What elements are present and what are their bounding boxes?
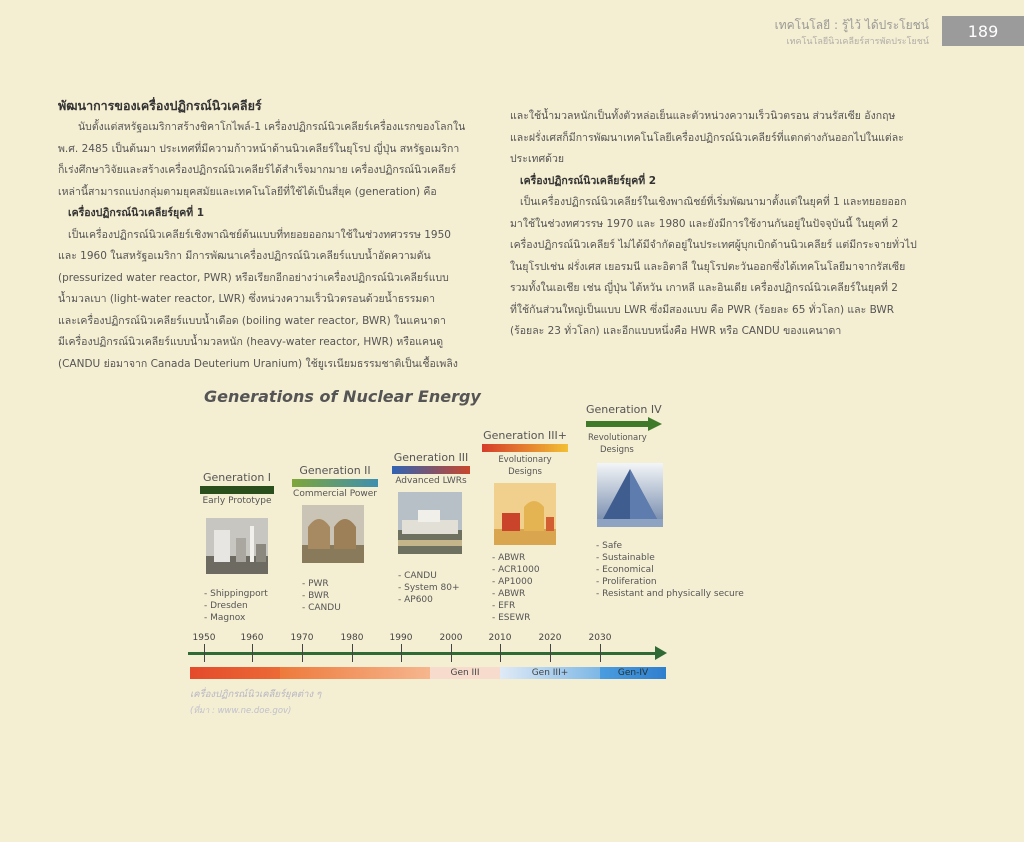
- year-label: 1960: [240, 633, 264, 643]
- subheading-gen1: เครื่องปฏิกรณ์นิวเคลียร์ยุคที่ 1: [68, 207, 205, 219]
- gen4-example: - Economical: [596, 565, 654, 575]
- paragraph-line: นับตั้งแต่สหรัฐอเมริกาสร้างชิคาโกไพล์-1 เครื่องปฏิกรณ์นิวเคลียร์เครื่องแรกของโลกใน: [78, 121, 466, 133]
- gen2-label: Generation II: [299, 464, 371, 477]
- gen3-desc: Advanced LWRs: [395, 476, 467, 486]
- gen2-bar: [292, 479, 378, 487]
- subheading-gen2: เครื่องปฏิกรณ์นิวเคลียร์ยุคที่ 2: [520, 174, 657, 187]
- timeline-line: [188, 652, 658, 655]
- timeline-tick: [451, 644, 452, 662]
- gen3p-example: - ACR1000: [492, 565, 540, 575]
- paragraph-line: เหล่านี้สามารถแบ่งกลุ่มตามยุคสมัยและเทคโนโลยีที่ใช้ได้เป็นสี่ยุค (generation) คือ: [58, 185, 437, 198]
- running-header-title: เทคโนโลยี : รู้ไว้ ได้ประโยชน์: [774, 18, 929, 32]
- gen1-desc: Early Prototype: [202, 496, 272, 506]
- gen3-example: - AP600: [398, 595, 433, 605]
- gen3p-label: Generation III+: [483, 429, 567, 442]
- gen2-span-bar: [280, 667, 430, 679]
- year-label: 2000: [439, 633, 463, 643]
- gen3p-bar: [482, 444, 568, 452]
- gen1-span-bar: [190, 667, 280, 679]
- year-label: 1980: [340, 633, 364, 643]
- year-label: 1970: [290, 633, 314, 643]
- gen4-example: - Resistant and physically secure: [596, 589, 744, 599]
- paragraph-line: (pressurized water reactor, PWR) หรือเรียกอีกอย่างว่าเครื่องปฏิกรณ์นิวเคลียร์แบบ: [58, 271, 449, 284]
- gen2-examples: [302, 578, 341, 614]
- gen3p-example: - AP1000: [492, 577, 533, 587]
- paragraph-line: ก็เร่งศึกษาวิจัยและสร้างเครื่องปฏิกรณ์นิวเคลียร์ได้สำเร็จมากมาย เครื่องปฏิกรณ์นิวเคลียร์: [58, 164, 457, 176]
- year-label: 1950: [192, 633, 216, 643]
- gen4-span-label: Gen-IV: [617, 668, 649, 678]
- gen3p-examples: [492, 552, 540, 624]
- paragraph-line: พ.ศ. 2485 เป็นต้นมา ประเทศที่มีความก้าวหน้าด้านนิวเคลียร์ในยุโรป ญี่ปุ่น สหรัฐอเมริกา: [58, 142, 460, 155]
- paragraph-line: และฝรั่งเศสก็มีการพัฒนาเทคโนโลยีเครื่องปฏิกรณ์นิวเคลียร์ที่แตกต่างกันออกไปในแต่ละ: [510, 131, 904, 144]
- right-column: [510, 106, 950, 343]
- figure-source: (ที่มา : www.ne.doe.gov): [190, 706, 292, 716]
- gen2-desc: Commercial Power: [293, 489, 377, 499]
- gen4-desc: Revolutionary: [588, 433, 647, 443]
- gen3p-example: - ABWR: [492, 589, 526, 599]
- gen3p-example: - ABWR: [492, 553, 526, 563]
- gen2-example: - PWR: [302, 579, 329, 589]
- gen2-reactor-photo: [302, 505, 364, 563]
- gen3p-desc: Designs: [508, 467, 542, 477]
- gen3-example: - System 80+: [398, 583, 460, 593]
- gen4-arrow: [586, 417, 662, 431]
- paragraph-line: ประเทศด้วย: [510, 153, 564, 165]
- gen4-label: Generation IV: [586, 403, 662, 416]
- gen3-examples: [398, 570, 460, 606]
- paragraph-line: ที่ใช้กันส่วนใหญ่เป็นแบบ LWR ซึ่งมีสองแบบ คือ PWR (ร้อยละ 65 ทั่วโลก) และ BWR: [510, 303, 895, 316]
- gen1-bar: [200, 486, 274, 494]
- gen2-example: - CANDU: [302, 603, 341, 613]
- gen3-span-label: Gen III: [450, 668, 480, 678]
- gen3p-span-label: Gen III+: [531, 668, 569, 678]
- gen1-label: Generation I: [202, 471, 272, 484]
- gen3-bar: [392, 466, 470, 474]
- figure-title: Generations of Nuclear Energy: [204, 387, 481, 406]
- gen3p-example: - ESEWR: [492, 613, 531, 623]
- gen1-example: - Magnox: [204, 613, 246, 623]
- gen3p-reactor-render: [494, 483, 556, 545]
- gen4-example: - Proliferation: [596, 577, 657, 587]
- paragraph-line: เป็นเครื่องปฏิกรณ์นิวเคลียร์ในเชิงพาณิชย์ที่เริ่มพัฒนามาตั้งแต่ในยุคที่ 1 และทยอยออก: [520, 196, 907, 208]
- year-label: 2010: [488, 633, 512, 643]
- timeline-tick: [352, 644, 353, 662]
- gen3-reactor-photo: [398, 492, 462, 554]
- left-column: [58, 117, 478, 375]
- gen4-header: [586, 403, 662, 456]
- section-title: พัฒนาการของเครื่องปฏิกรณ์นิวเคลียร์: [58, 98, 262, 113]
- gen3p-desc: Evolutionary: [498, 455, 552, 465]
- paragraph-line: น้ำมวลเบา (light-water reactor, LWR) ซึ่งหน่วงความเร็วนิวตรอนด้วยน้ำธรรมดา: [58, 293, 436, 305]
- gen3-header: [392, 451, 470, 486]
- figure-caption: เครื่องปฏิกรณ์นิวเคลียร์ยุคต่าง ๆ: [190, 689, 322, 700]
- timeline-tick: [302, 644, 303, 662]
- timeline-tick: [401, 644, 402, 662]
- running-header-subtitle: เทคโนโลยีนิวเคลียร์สารพัดประโยชน์: [786, 37, 929, 47]
- timeline-tick: [500, 644, 501, 662]
- gen1-example: - Shippingport: [204, 589, 268, 599]
- gen3p-example: - EFR: [492, 601, 516, 611]
- timeline-arrowhead: [655, 646, 667, 660]
- gen3-label: Generation III: [393, 451, 469, 464]
- paragraph-line: เครื่องปฏิกรณ์นิวเคลียร์ ไม่ได้มีจำกัดอยู่ในประเทศผู้บุกเบิกด้านนิวเคลียร์ แต่มีกระจายทั่วไป: [510, 239, 917, 251]
- gen1-example: - Dresden: [204, 601, 248, 611]
- paragraph-line: มาใช้ในช่วงทศวรรษ 1970 และ 1980 และยังมีการใช้งานกันอยู่ในปัจจุบันนี้ ในยุคที่ 2: [510, 217, 899, 230]
- gen4-desc: Designs: [600, 445, 634, 455]
- gen1-header: [200, 471, 274, 506]
- timeline-tick: [550, 644, 551, 662]
- timeline-tick: [252, 644, 253, 662]
- paragraph-line: (CANDU ย่อมาจาก Canada Deuterium Uranium) ใช้ยูเรเนียมธรรมชาติเป็นเชื้อเพลิง: [58, 357, 458, 370]
- timeline-tick: [204, 644, 205, 662]
- paragraph-line: รวมทั้งในเอเชีย เช่น ญี่ปุ่น ไต้หวัน เกาหลี และอินเดีย เครื่องปฏิกรณ์นิวเคลียร์ในยุคที่ 2: [510, 282, 898, 294]
- gen4-span-bar: [600, 667, 666, 679]
- year-label: 2020: [538, 633, 562, 643]
- paragraph-line: ในยุโรปเช่น ฝรั่งเศส เยอรมนี และอิตาลี ในยุโรปตะวันออกซึ่งได้เทคโนโลยีมาจากรัสเซีย: [510, 260, 906, 273]
- paragraph-line: และใช้น้ำมวลหนักเป็นทั้งตัวหล่อเย็นและตัวหน่วงความเร็วนิวตรอน ส่วนรัสเซีย อังกฤษ: [510, 110, 896, 122]
- gen1-examples: [204, 588, 268, 624]
- paragraph-line: และเครื่องปฏิกรณ์นิวเคลียร์แบบน้ำเดือด (boiling water reactor, BWR) ในแคนาดา: [58, 314, 446, 327]
- paragraph-line: เป็นเครื่องปฏิกรณ์นิวเคลียร์เชิงพาณิชย์ต้นแบบที่ทยอยออกมาใช้ในช่วงทศวรรษ 1950: [68, 228, 451, 241]
- paragraph-line: (ร้อยละ 23 ทั่วโลก) และอีกแบบหนึ่งคือ HWR หรือ CANDU ของแคนาดา: [510, 325, 842, 337]
- year-label: 2030: [588, 633, 612, 643]
- page-number: 189: [942, 16, 1024, 46]
- gen3-example: - CANDU: [398, 571, 437, 581]
- year-label: 1990: [389, 633, 413, 643]
- gen3p-header: [482, 429, 568, 478]
- gen2-header: [292, 464, 378, 499]
- gen2-example: - BWR: [302, 591, 330, 601]
- gen4-examples: [596, 540, 744, 600]
- gen1-reactor-photo: [206, 518, 268, 574]
- paragraph-line: และ 1960 ในสหรัฐอเมริกา มีการพัฒนาเครื่องปฏิกรณ์นิวเคลียร์แบบน้ำอัดความดัน: [58, 250, 431, 262]
- timeline-tick: [600, 644, 601, 662]
- gen4-example: - Safe: [596, 541, 623, 551]
- gen4-pyramid-render: [597, 463, 663, 527]
- gen4-example: - Sustainable: [596, 553, 655, 563]
- gen3-span-bar: [430, 667, 500, 679]
- gen3p-span-bar: [500, 667, 600, 679]
- paragraph-line: มีเครื่องปฏิกรณ์นิวเคลียร์แบบน้ำมวลหนัก (heavy-water reactor, HWR) หรือแคนดู: [58, 336, 444, 348]
